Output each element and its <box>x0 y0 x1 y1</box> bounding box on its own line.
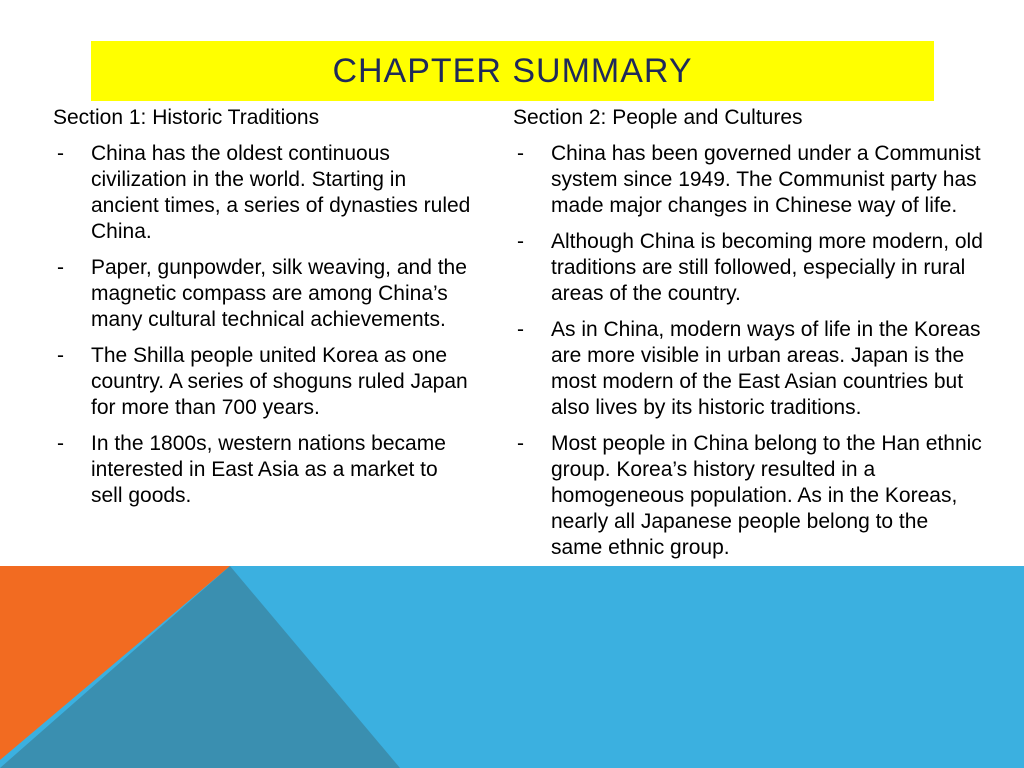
bullet-dash: - <box>57 432 64 455</box>
bullet-text: Most people in China belong to the Han ethnic group. Korea’s history resulted in a homogeneous population. As in the Koreas, nearly all Japanese people belong to the same ethnic group. <box>551 432 982 559</box>
bullet-text: In the 1800s, western nations became interested in East Asia as a market to sell goods. <box>91 432 446 507</box>
section-2-heading: Section 2: People and Cultures <box>513 106 803 129</box>
list-item <box>513 141 983 219</box>
bullet-text: Paper, gunpowder, silk weaving, and the magnetic compass are among China’s many cultural technical achievements. <box>91 256 467 331</box>
list-item <box>53 431 473 509</box>
bullet-dash: - <box>57 256 64 279</box>
list-item <box>53 255 473 333</box>
title-banner <box>91 41 934 101</box>
list-item <box>513 431 983 561</box>
list-item <box>53 141 473 245</box>
bullet-dash: - <box>517 432 524 455</box>
section-2-column <box>513 105 983 571</box>
section-1-bullets <box>53 141 473 509</box>
bullet-text: Although China is becoming more modern, old traditions are still followed, especially in rural areas of the country. <box>551 230 983 305</box>
list-item <box>53 343 473 421</box>
slide-title: CHAPTER SUMMARY <box>332 51 693 90</box>
bullet-dash: - <box>517 142 524 165</box>
list-item <box>513 229 983 307</box>
bullet-dash: - <box>57 142 64 165</box>
bullet-dash: - <box>517 318 524 341</box>
bullet-text: China has the oldest continuous civilization in the world. Starting in ancient times, a series of dynasties ruled China. <box>91 142 471 243</box>
list-item <box>513 317 983 421</box>
section-1-heading: Section 1: Historic Traditions <box>53 106 320 129</box>
section-2-bullets <box>513 141 983 561</box>
bullet-text: As in China, modern ways of life in the Koreas are more visible in urban areas. Japan is the most modern of the East Asian countries but also lives by its historic traditions. <box>551 318 981 419</box>
section-1-column <box>53 105 473 519</box>
bullet-text: The Shilla people united Korea as one country. A series of shoguns ruled Japan for more than 700 years. <box>91 344 468 419</box>
bullet-dash: - <box>57 344 64 367</box>
bullet-dash: - <box>517 230 524 253</box>
bullet-text: China has been governed under a Communist system since 1949. The Communist party has made major changes in Chinese way of life. <box>551 142 981 217</box>
